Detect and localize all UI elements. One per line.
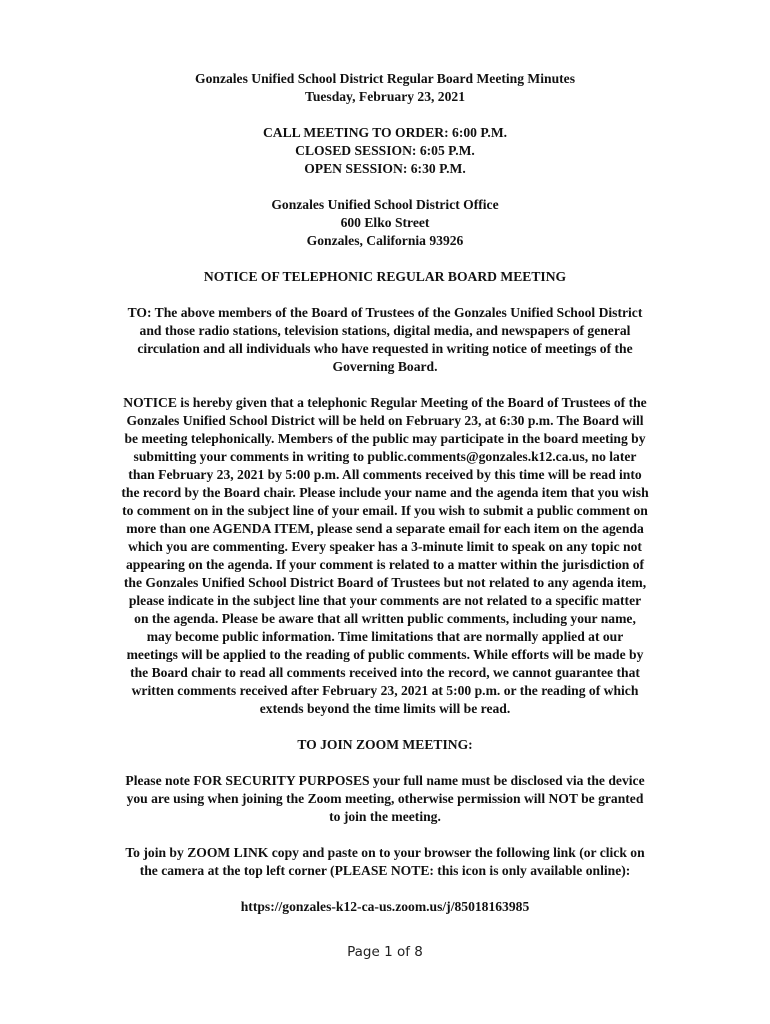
header-block (88, 70, 682, 106)
to-paragraph (88, 304, 682, 376)
notice-paragraph-line: than February 23, 2021 by 5:00 p.m. All comments received by this time will be read into (128, 467, 642, 482)
security-paragraph-line: to join the meeting. (329, 809, 441, 824)
zoom-heading (88, 736, 682, 754)
to-paragraph-line: Governing Board. (332, 359, 438, 374)
open-session-time: OPEN SESSION: 6:30 P.M. (304, 161, 466, 176)
notice-paragraph-line: to comment on in the subject line of your email. If you wish to submit a public comment on (122, 503, 648, 518)
zoom-meeting-link[interactable]: https://gonzales-k12-ca-us.zoom.us/j/85018163985 (240, 899, 530, 914)
notice-paragraph-line: more than one AGENDA ITEM, please send a separate email for each item on the agenda (126, 521, 644, 536)
notice-paragraph-line: be meeting telephonically. Members of the public may participate in the board meeting by (124, 431, 646, 446)
meeting-date: Tuesday, February 23, 2021 (305, 89, 465, 104)
document-title: Gonzales Unified School District Regular Board Meeting Minutes (195, 71, 575, 86)
security-paragraph (88, 772, 682, 826)
notice-paragraph-line: the record by the Board chair. Please include your name and the agenda item that you wish (121, 485, 649, 500)
notice-paragraph-line: written comments received after February 23, 2021 at 5:00 p.m. or the reading of which (131, 683, 639, 698)
link-paragraph-line: To join by ZOOM LINK copy and paste on to your browser the following link (or click on (125, 845, 645, 860)
zoom-heading-text: TO JOIN ZOOM MEETING: (297, 737, 473, 752)
notice-paragraph (88, 394, 682, 718)
notice-heading-text: NOTICE OF TELEPHONIC REGULAR BOARD MEETING (203, 269, 567, 284)
zoom-link-block (88, 898, 682, 916)
notice-paragraph-line: which you are commenting. Every speaker has a 3-minute limit to speak on any topic not (128, 539, 642, 554)
document-body (88, 70, 682, 916)
location-block (88, 196, 682, 250)
link-paragraph-line: the camera at the top left corner (PLEASE NOTE: this icon is only available online): (139, 863, 631, 878)
page-number: Page 1 of 8 (347, 944, 423, 960)
notice-heading (88, 268, 682, 286)
notice-paragraph-line: extends beyond the time limits will be read. (259, 701, 511, 716)
notice-paragraph-line: NOTICE is hereby given that a telephonic Regular Meeting of the Board of Trustees of the (123, 395, 647, 410)
to-paragraph-line: circulation and all individuals who have requested in writing notice of meetings of the (137, 341, 633, 356)
times-block (88, 124, 682, 178)
security-paragraph-line: Please note FOR SECURITY PURPOSES your full name must be disclosed via the device (125, 773, 645, 788)
notice-paragraph-line: may become public information. Time limitations that are normally applied at our (146, 629, 624, 644)
notice-paragraph-line: submitting your comments in writing to public.comments@gonzales.k12.ca.us, no later (133, 449, 637, 464)
notice-paragraph-line: the Board chair to read all comments received into the record, we cannot guarantee that (130, 665, 640, 680)
notice-paragraph-line: appearing on the agenda. If your comment is related to a matter within the jurisdiction of (125, 557, 645, 572)
notice-paragraph-line: meetings will be applied to the reading of public comments. While efforts will be made by (126, 647, 644, 662)
notice-paragraph-line: Gonzales Unified School District will be held on February 23, at 6:30 p.m. The Board will (126, 413, 644, 428)
to-paragraph-line: TO: The above members of the Board of Trustees of the Gonzales Unified School District (127, 305, 643, 320)
to-paragraph-line: and those radio stations, television stations, digital media, and newspapers of general (139, 323, 631, 338)
notice-paragraph-line: please indicate in the subject line that your comments are not related to a specific matter (128, 593, 642, 608)
office-street: 600 Elko Street (340, 215, 430, 230)
office-name: Gonzales Unified School District Office (271, 197, 499, 212)
call-to-order-time: CALL MEETING TO ORDER: 6:00 P.M. (262, 125, 508, 140)
closed-session-time: CLOSED SESSION: 6:05 P.M. (295, 143, 475, 158)
notice-paragraph-line: the Gonzales Unified School District Board of Trustees but not related to any agenda item, (123, 575, 647, 590)
notice-paragraph-line: on the agenda. Please be aware that all written public comments, including your name, (134, 611, 636, 626)
office-city: Gonzales, California 93926 (306, 233, 464, 248)
link-paragraph (88, 844, 682, 880)
security-paragraph-line: you are using when joining the Zoom meeting, otherwise permission will NOT be granted (126, 791, 644, 806)
